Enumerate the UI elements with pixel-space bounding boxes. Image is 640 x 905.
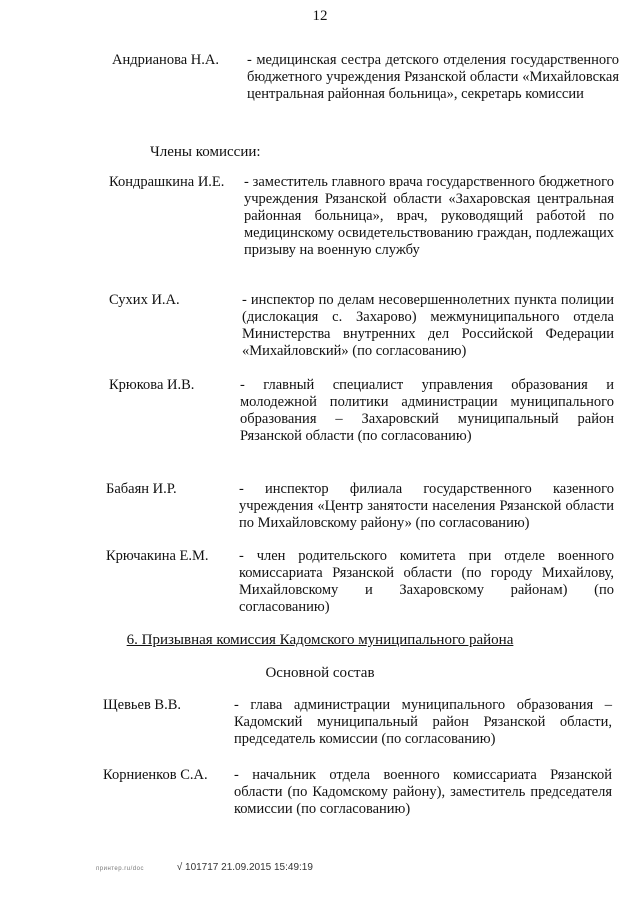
list-item — [109, 174, 614, 279]
list-item — [106, 481, 614, 536]
subsection-title: Основной состав — [265, 665, 375, 681]
member-description: - заместитель главного врача государственного бюджетного учреждения Рязанской области «Захаровская центральная районная больница», врач, руководящий работой по медицинскому освидетельствованию граждан, подлежащих призыву на военную службу — [244, 174, 614, 258]
member-name: Крюкова И.В. — [109, 377, 195, 393]
list-item — [109, 377, 614, 467]
member-description: - инспектор по делам несовершеннолетних пункта полиции (дислокация с. Захарово) межмуниципального отдела Министерства внутренних дел Российской Федерации «Михайловский» (по согласованию) — [242, 292, 614, 359]
list-item — [109, 292, 614, 362]
list-item — [103, 767, 613, 822]
list-item — [112, 52, 619, 122]
member-name: Кондрашкина И.Е. — [109, 174, 225, 190]
member-description: - глава администрации муниципального образования – Кадомский муниципальный район Рязанской области, председатель комиссии (по согласованию) — [234, 697, 612, 747]
member-name: Сухих И.А. — [109, 292, 180, 308]
member-description: - медицинская сестра детского отделения государственного бюджетного учреждения Рязанской области «Михайловская центральная районная больница», секретарь комиссии — [247, 52, 619, 102]
footer-stamp: принтер.ru/doc — [96, 866, 144, 872]
member-name: Крючакина Е.М. — [106, 548, 209, 564]
list-item — [103, 697, 613, 752]
member-name: Бабаян И.Р. — [106, 481, 177, 497]
members-label: Члены комиссии: — [150, 144, 261, 160]
member-name: Андрианова Н.А. — [112, 52, 219, 68]
document-id: √ 101717 21.09.2015 15:49:19 — [176, 862, 313, 873]
member-description: - инспектор филиала государственного казенного учреждения «Центр занятости населения Рязанской области по Михайловскому району» (по согласованию) — [239, 481, 614, 531]
footer — [96, 862, 313, 873]
section-title: 6. Призывная комиссия Кадомского муниципального района — [126, 632, 514, 648]
member-description: - член родительского комитета при отделе военного комиссариата Рязанской области (по городу Михайлову, Михайловскому и Захаровскому районам) (по согласованию) — [239, 548, 614, 615]
member-description: - главный специалист управления образования и молодежной политики администрации муниципального образования – Захаровский муниципальный район Рязанской области (по согласованию) — [240, 377, 614, 444]
member-name: Щевьев В.В. — [103, 697, 182, 713]
list-item — [106, 548, 614, 618]
member-description: - начальник отдела военного комиссариата Рязанской области (по Кадомскому району), заместитель председателя комиссии (по согласованию) — [234, 767, 612, 817]
page-number: 12 — [312, 8, 328, 24]
member-name: Корниенков С.А. — [103, 767, 208, 783]
